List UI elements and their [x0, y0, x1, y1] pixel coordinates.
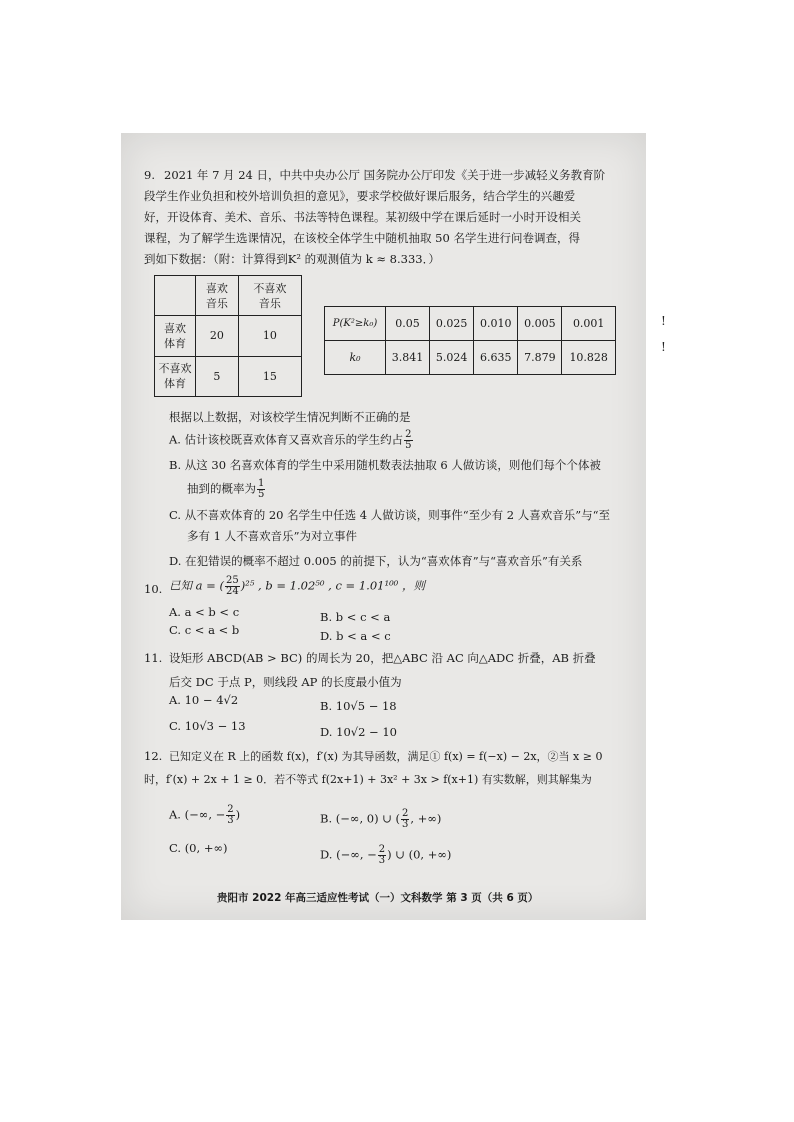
q10-stem-start: 已知 a = ( — [169, 578, 224, 593]
table2-cell: 10.828 — [562, 341, 616, 375]
q10-option-b: B. b < c < a — [320, 610, 391, 624]
fraction-numerator: 25 — [225, 575, 239, 586]
q12-option-a-start: A. (−∞, − — [169, 807, 226, 822]
side-mark: ! — [661, 340, 666, 354]
q9-option-c-line-1: C. 从不喜欢体育的 20 名学生中任选 4 人做访谈，则事件“至少有 2 人喜欢音乐”与“至 — [169, 508, 611, 522]
q10-stem-end: )²⁵ , b = 1.02⁵⁰ , c = 1.01¹⁰⁰ ，则 — [240, 578, 425, 593]
q12-option-d — [320, 845, 451, 866]
fraction-numerator: 2 — [227, 804, 234, 815]
fraction-denominator: 3 — [402, 819, 409, 830]
table2-k0-label: k₀ — [325, 341, 386, 375]
table1-row-dislike-sports: 不喜欢 体育 — [155, 356, 196, 396]
q9-option-b-fraction — [257, 479, 265, 500]
fraction-numerator: 2 — [405, 429, 412, 440]
exam-page-photo — [121, 133, 646, 920]
q9-stem-line-1: 2021 年 7 月 24 日，中共中央办公厅 国务院办公厅印发《关于进一步减轻义务教育阶 — [164, 168, 606, 182]
q12-option-a — [169, 805, 240, 826]
page-footer: 贵阳市 2022 年高三适应性考试（一）文科数学 第 3 页（共 6 页） — [217, 892, 539, 904]
critical-value-table — [324, 306, 616, 375]
q9-option-a-text: A. 估计该校既喜欢体育又喜欢音乐的学生约占 — [169, 432, 404, 447]
q12-option-d-fraction — [378, 845, 386, 866]
table2-cell: 3.841 — [386, 341, 430, 375]
table1-corner — [155, 276, 196, 316]
table1-cell: 20 — [196, 316, 239, 356]
q9-option-d: D. 在犯错误的概率不超过 0.005 的前提下，认为“喜欢体育”与“喜欢音乐”有关系 — [169, 554, 583, 568]
table2-cell: 0.005 — [518, 307, 562, 341]
q9-stem-line-3: 好，开设体育、美术、音乐、书法等特色课程。某初级中学在课后延时一小时开设相关 — [144, 210, 581, 224]
exam-page-content — [121, 133, 646, 920]
q9-option-a — [169, 430, 414, 451]
q9-option-b-line-1: B. 从这 30 名喜欢体育的学生中采用随机数表法抽取 6 人做访谈，则他们每个个体被 — [169, 458, 601, 472]
q12-option-a-end: ) — [235, 807, 241, 822]
q11-option-b: B. 10√5 − 18 — [320, 699, 397, 713]
q9-stem-line-4: 课程，为了解学生选课情况，在该校全体学生中随机抽取 50 名学生进行问卷调查，得 — [144, 231, 580, 245]
fraction-denominator: 5 — [258, 489, 265, 500]
table1-row-like-sports: 喜欢 体育 — [155, 316, 196, 356]
table2-cell: 0.001 — [562, 307, 616, 341]
fraction-numerator: 1 — [258, 478, 265, 489]
q10-number: 10. — [144, 582, 163, 596]
table2-cell: 6.635 — [474, 341, 518, 375]
q11-number: 11. — [144, 651, 163, 665]
q9-option-c-line-2: 多有 1 人不喜欢音乐”为对立事件 — [187, 529, 358, 543]
fraction-denominator: 3 — [378, 855, 386, 866]
table2-cell: 5.024 — [430, 341, 474, 375]
table2-cell: 0.025 — [430, 307, 474, 341]
q11-option-c: C. 10√3 − 13 — [169, 719, 246, 733]
table1-header-like-music: 喜欢 音乐 — [196, 276, 239, 316]
table2-cell: 0.05 — [386, 307, 430, 341]
q10-option-d: D. b < a < c — [320, 629, 391, 643]
q12-option-b — [320, 809, 441, 830]
fraction-numerator: 2 — [402, 808, 409, 819]
q12-option-d-start: D. (−∞, − — [320, 847, 377, 862]
q12-line-2: 时，f′(x) + 2x + 1 ≥ 0．若不等式 f(2x+1) + 3x² + 3x > f(x+1) 有实数解，则其解集为 — [144, 773, 592, 786]
q10-stem — [169, 576, 425, 597]
table1-cell: 10 — [238, 316, 301, 356]
table2-cell: 0.010 — [474, 307, 518, 341]
q12-option-a-fraction — [226, 805, 234, 826]
q9-option-b-text: 抽到的概率为 — [187, 481, 256, 496]
q9-stem-line-2: 段学生作业负担和校外培训负担的意见》，要求学校做好课后服务，结合学生的兴趣爱 — [144, 189, 576, 203]
side-mark: ! — [661, 314, 666, 328]
q12-option-c: C. (0, +∞) — [169, 841, 228, 855]
table1-cell: 5 — [196, 356, 239, 396]
q12-number: 12. — [144, 749, 163, 763]
fraction-denominator: 24 — [225, 586, 239, 597]
q9-number: 9. — [144, 168, 155, 182]
q11-option-d: D. 10√2 − 10 — [320, 725, 397, 739]
q10-fraction — [225, 576, 240, 597]
q9-prompt: 根据以上数据，对该校学生情况判断不正确的是 — [169, 410, 411, 424]
contingency-table — [154, 275, 302, 397]
fraction-denominator: 3 — [227, 815, 234, 826]
q10-option-a: A. a < b < c — [169, 605, 240, 619]
table1-cell: 15 — [238, 356, 301, 396]
q12-option-d-end: ) ∪ (0, +∞) — [387, 847, 452, 862]
fraction-numerator: 2 — [378, 844, 386, 855]
q9-option-b-line-2 — [187, 479, 266, 500]
q12-option-b-start: B. (−∞, 0) ∪ ( — [320, 811, 401, 826]
q12-line-1: 已知定义在 R 上的函数 f(x)，f′(x) 为其导函数，满足① f(x) = f(−x) − 2x，②当 x ≥ 0 — [169, 750, 603, 763]
q12-option-b-fraction — [401, 809, 409, 830]
q11-option-a: A. 10 − 4√2 — [169, 693, 239, 707]
q11-line-1: 设矩形 ABCD(AB > BC) 的周长为 20，把△ABC 沿 AC 向△ADC 折叠，AB 折叠 — [169, 651, 596, 665]
q9-option-a-fraction — [404, 430, 412, 451]
table2-cell: 7.879 — [518, 341, 562, 375]
q12-option-b-end: , +∞) — [410, 811, 442, 826]
q9-stem-line-5: 到如下数据：（附：计算得到K² 的观测值为 k ≈ 8.333．） — [144, 252, 440, 266]
q10-option-c: C. c < a < b — [169, 623, 240, 637]
q11-line-2: 后交 DC 于点 P，则线段 AP 的长度最小值为 — [169, 675, 402, 689]
table2-probability-label: P(K²≥k₀) — [325, 307, 386, 341]
fraction-denominator: 5 — [405, 440, 412, 451]
table1-header-dislike-music: 不喜欢 音乐 — [238, 276, 301, 316]
